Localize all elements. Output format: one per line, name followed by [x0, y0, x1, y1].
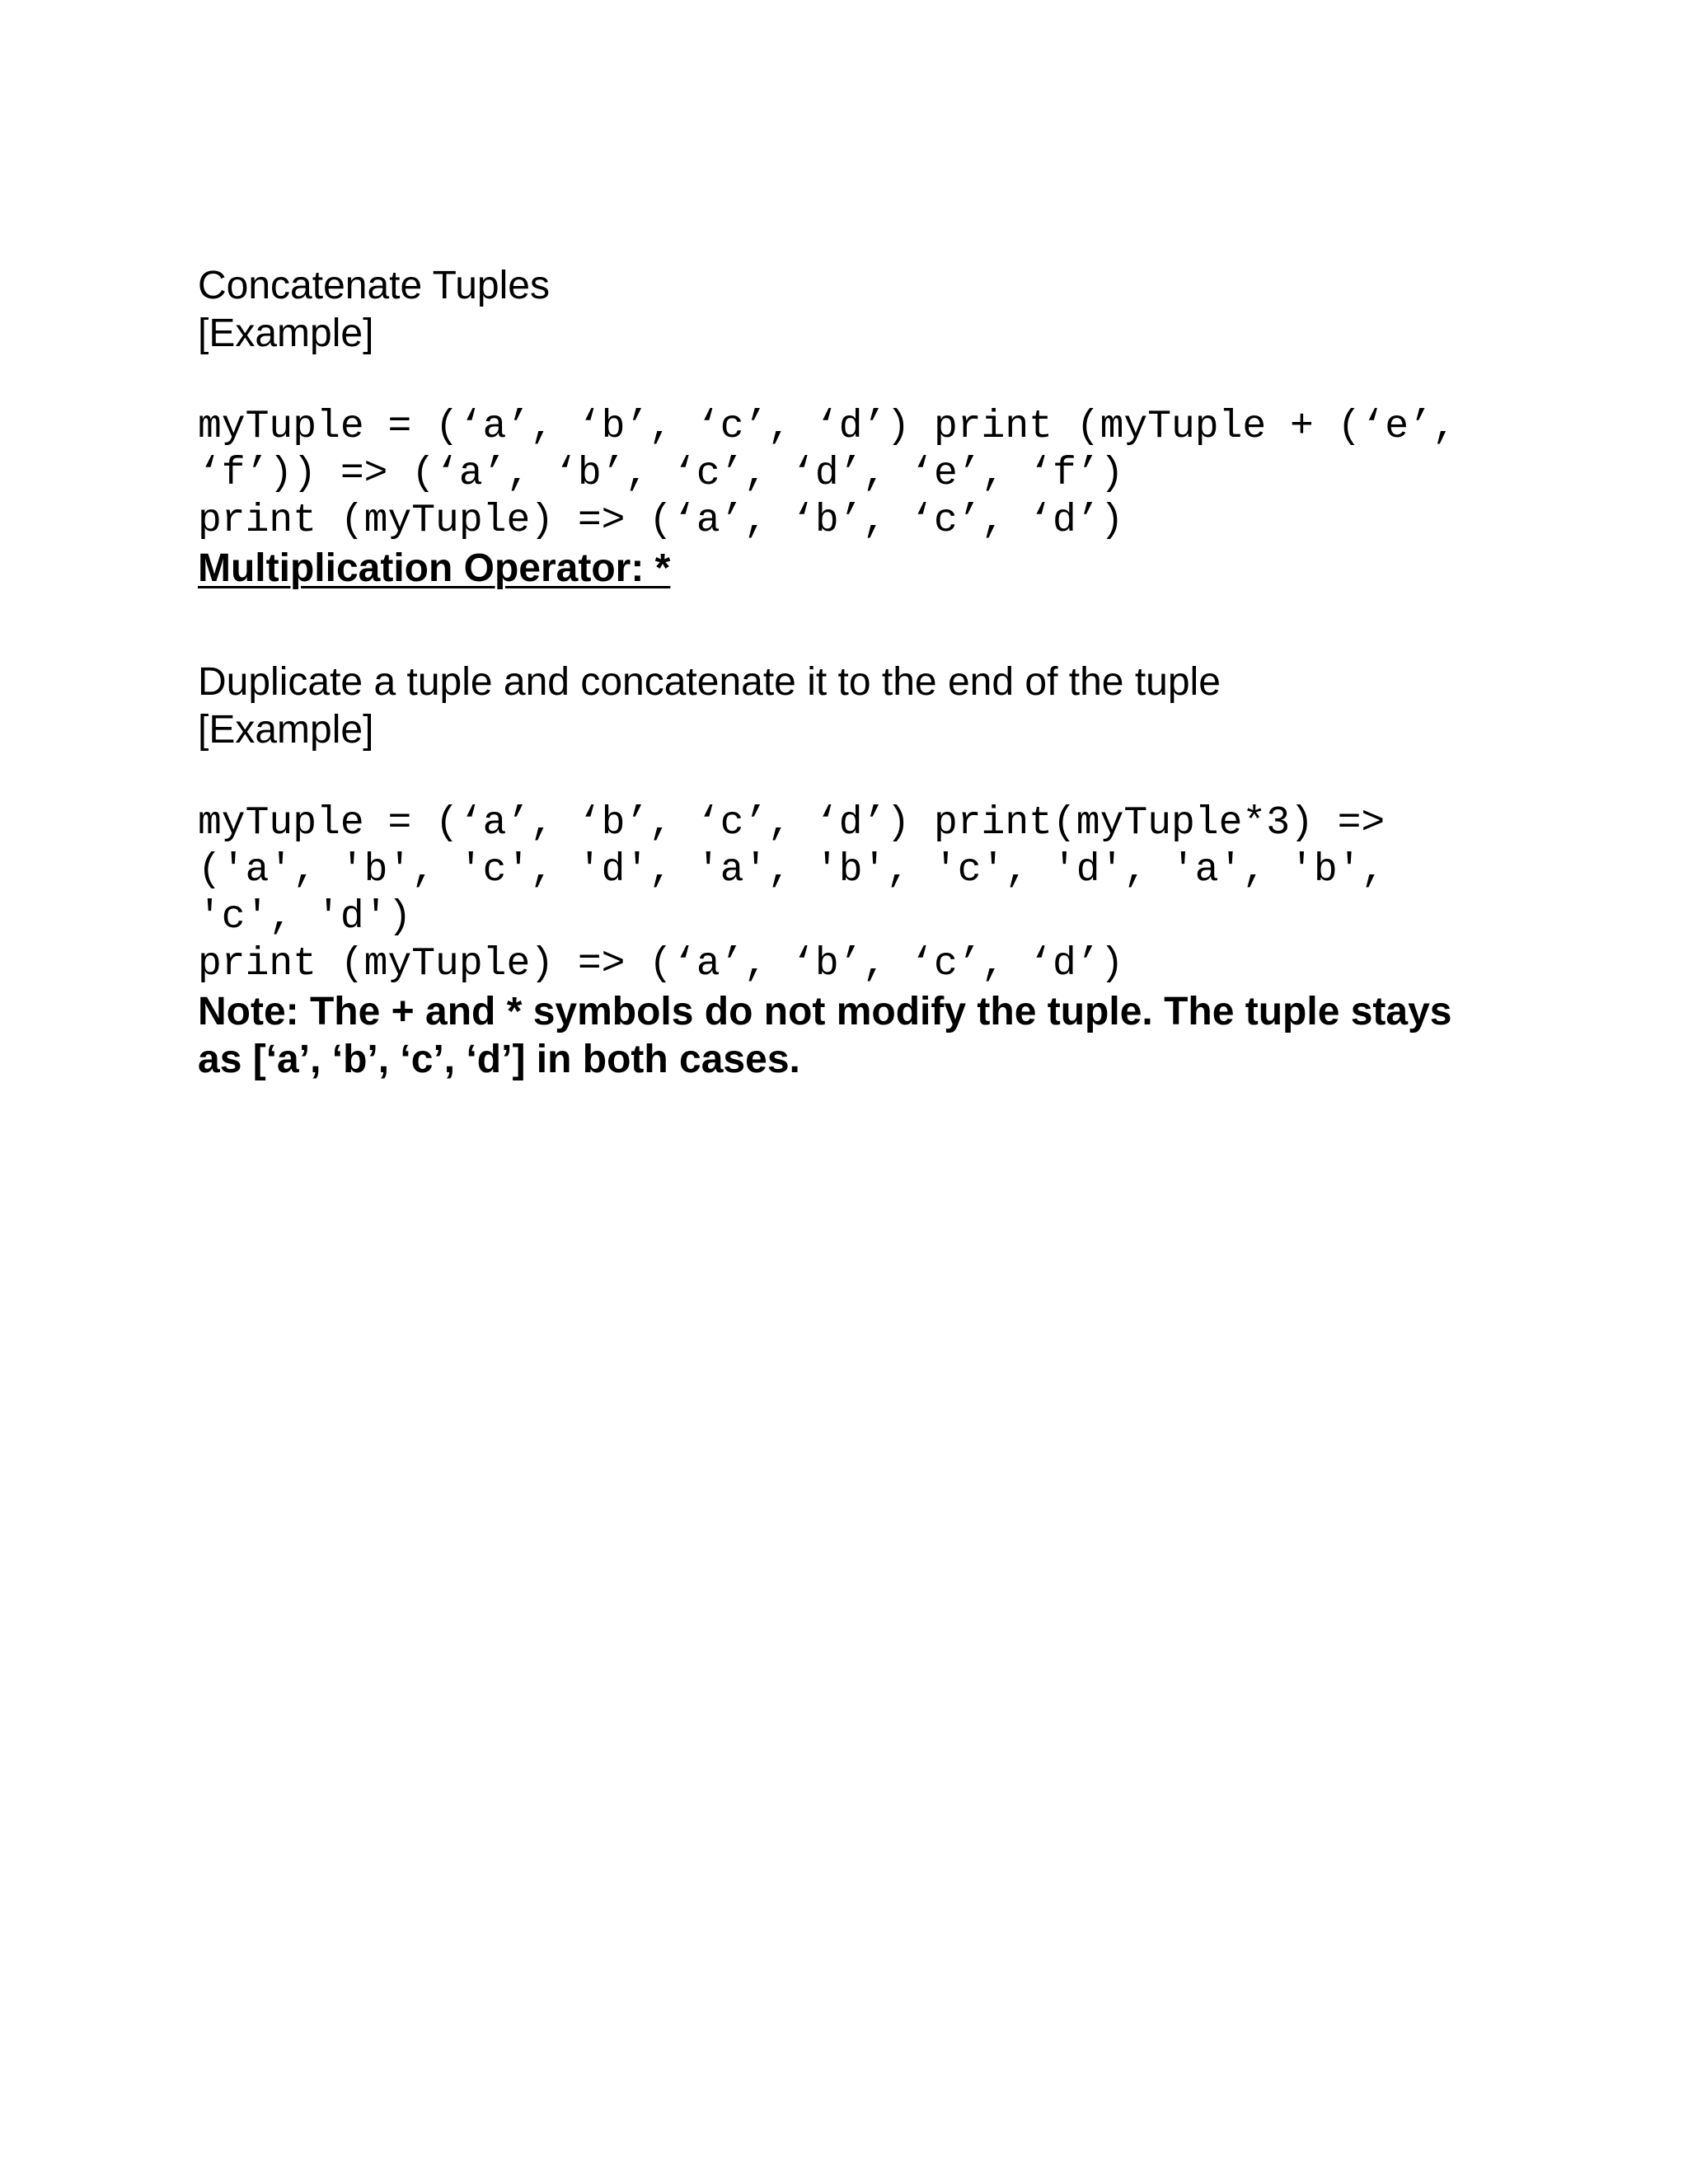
code-line: myTuple = (‘a’, ‘b’, ‘c’, ‘d’) print (myTuple + (‘e’, [198, 405, 1456, 449]
code-line: print (myTuple) => (‘a’, ‘b’, ‘c’, ‘d’) [198, 942, 1124, 987]
code-line: print (myTuple) => (‘a’, ‘b’, ‘c’, ‘d’) [198, 499, 1124, 543]
spacer [198, 358, 1484, 404]
multiplication-heading: Multiplication Operator: * [198, 546, 671, 590]
concatenate-heading: Concatenate Tuples [198, 264, 550, 307]
code-line: myTuple = (‘a’, ‘b’, ‘c’, ‘d’) print(myTuple*3) => [198, 801, 1386, 846]
spacer [198, 593, 1484, 658]
example-label-2: [Example] [198, 708, 374, 752]
document-content [198, 262, 1484, 1084]
spacer [198, 754, 1484, 800]
code-line: ‘f’)) => (‘a’, ‘b’, ‘c’, ‘d’, ‘e’, ‘f’) [198, 452, 1124, 496]
code-line: ('a', 'b', 'c', 'd', 'a', 'b', 'c', 'd', 'a', 'b', [198, 848, 1386, 893]
example-label-1: [Example] [198, 312, 374, 355]
note-line-2: as [‘a’, ‘b’, ‘c’, ‘d’] in both cases. [198, 1038, 800, 1081]
duplicate-description: Duplicate a tuple and concatenate it to the end of the tuple [198, 660, 1221, 704]
note-line-1: Note: The + and * symbols do not modify the tuple. The tuple stays [198, 990, 1452, 1033]
code-line: 'c', 'd') [198, 895, 412, 940]
